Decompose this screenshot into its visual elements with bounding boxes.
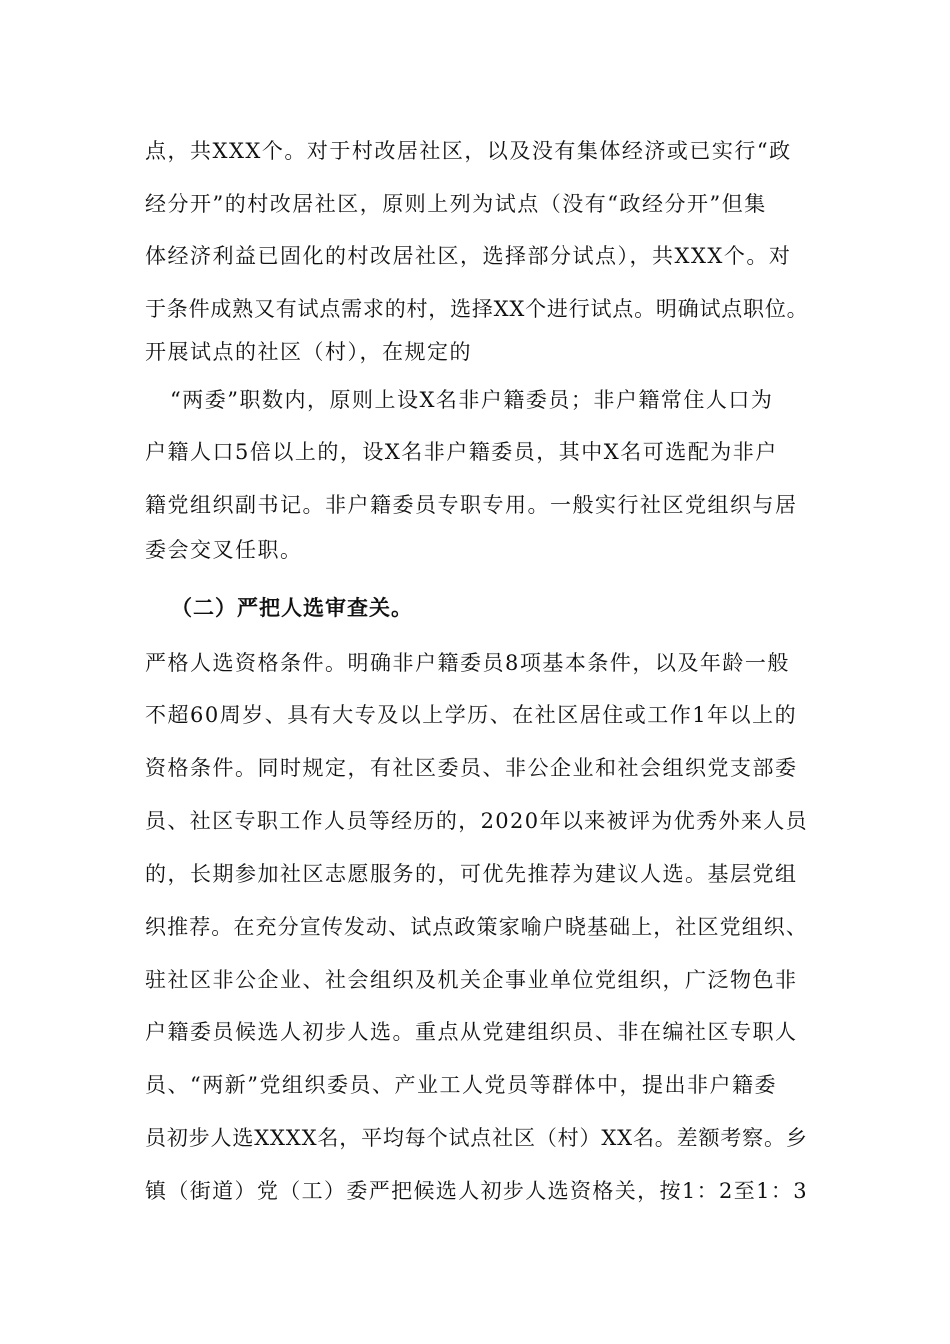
paragraph-line: 的，长期参加社区志愿服务的，可优先推荐为建议人选。基层党组 bbox=[145, 862, 798, 886]
paragraph-line: 严格人选资格条件。明确非户籍委员8项基本条件，以及年龄一般 bbox=[145, 651, 790, 675]
paragraph-line: 点，共XXX个。对于村改居社区，以及没有集体经济或已实行“政 bbox=[145, 139, 792, 163]
paragraph-line: 镇（街道）党（工）委严把候选人初步人选资格关，按1：2至1：3 bbox=[145, 1179, 808, 1203]
paragraph-line: 户籍人口5倍以上的，设X名非户籍委员，其中X名可选配为非户 bbox=[145, 440, 778, 464]
paragraph-line: 员、“两新”党组织委员、产业工人党员等群体中，提出非户籍委 bbox=[145, 1073, 777, 1097]
section-heading: （二）严把人选审查关。 bbox=[171, 596, 413, 620]
paragraph-line: 委会交叉任职。 bbox=[145, 538, 303, 562]
paragraph-line: 资格条件。同时规定，有社区委员、非公企业和社会组织党支部委 bbox=[145, 756, 798, 780]
paragraph-line: 驻社区非公企业、社会组织及机关企事业单位党组织，广泛物色非 bbox=[145, 968, 798, 992]
paragraph-line: “两委”职数内，原则上设X名非户籍委员；非户籍常住人口为 bbox=[170, 388, 774, 412]
paragraph-line: 经分开”的村改居社区，原则上列为试点（没有“政经分开”但集 bbox=[145, 192, 767, 216]
paragraph-line: 体经济利益已固化的村改居社区，选择部分试点），共XXX个。对 bbox=[145, 244, 792, 268]
paragraph-line: 织推荐。在充分宣传发动、试点政策家喻户晓基础上，社区党组织、 bbox=[145, 915, 808, 939]
paragraph-line: 户籍委员候选人初步人选。重点从党建组织员、非在编社区专职人 bbox=[145, 1020, 798, 1044]
paragraph-line: 员、社区专职工作人员等经历的，2020年以来被评为优秀外来人员 bbox=[145, 809, 808, 833]
paragraph-line: 籍党组织副书记。非户籍委员专职专用。一般实行社区党组织与居 bbox=[145, 493, 798, 517]
paragraph-line: 不超60周岁、具有大专及以上学历、在社区居住或工作1年以上的 bbox=[145, 703, 798, 727]
paragraph-line: 开展试点的社区（村），在规定的 bbox=[145, 340, 472, 364]
paragraph-line: 于条件成熟又有试点需求的村，选择XX个进行试点。明确试点职位。 bbox=[145, 297, 809, 321]
paragraph-line: 员初步人选XXXX名，平均每个试点社区（村）XX名。差额考察。乡 bbox=[145, 1126, 808, 1150]
